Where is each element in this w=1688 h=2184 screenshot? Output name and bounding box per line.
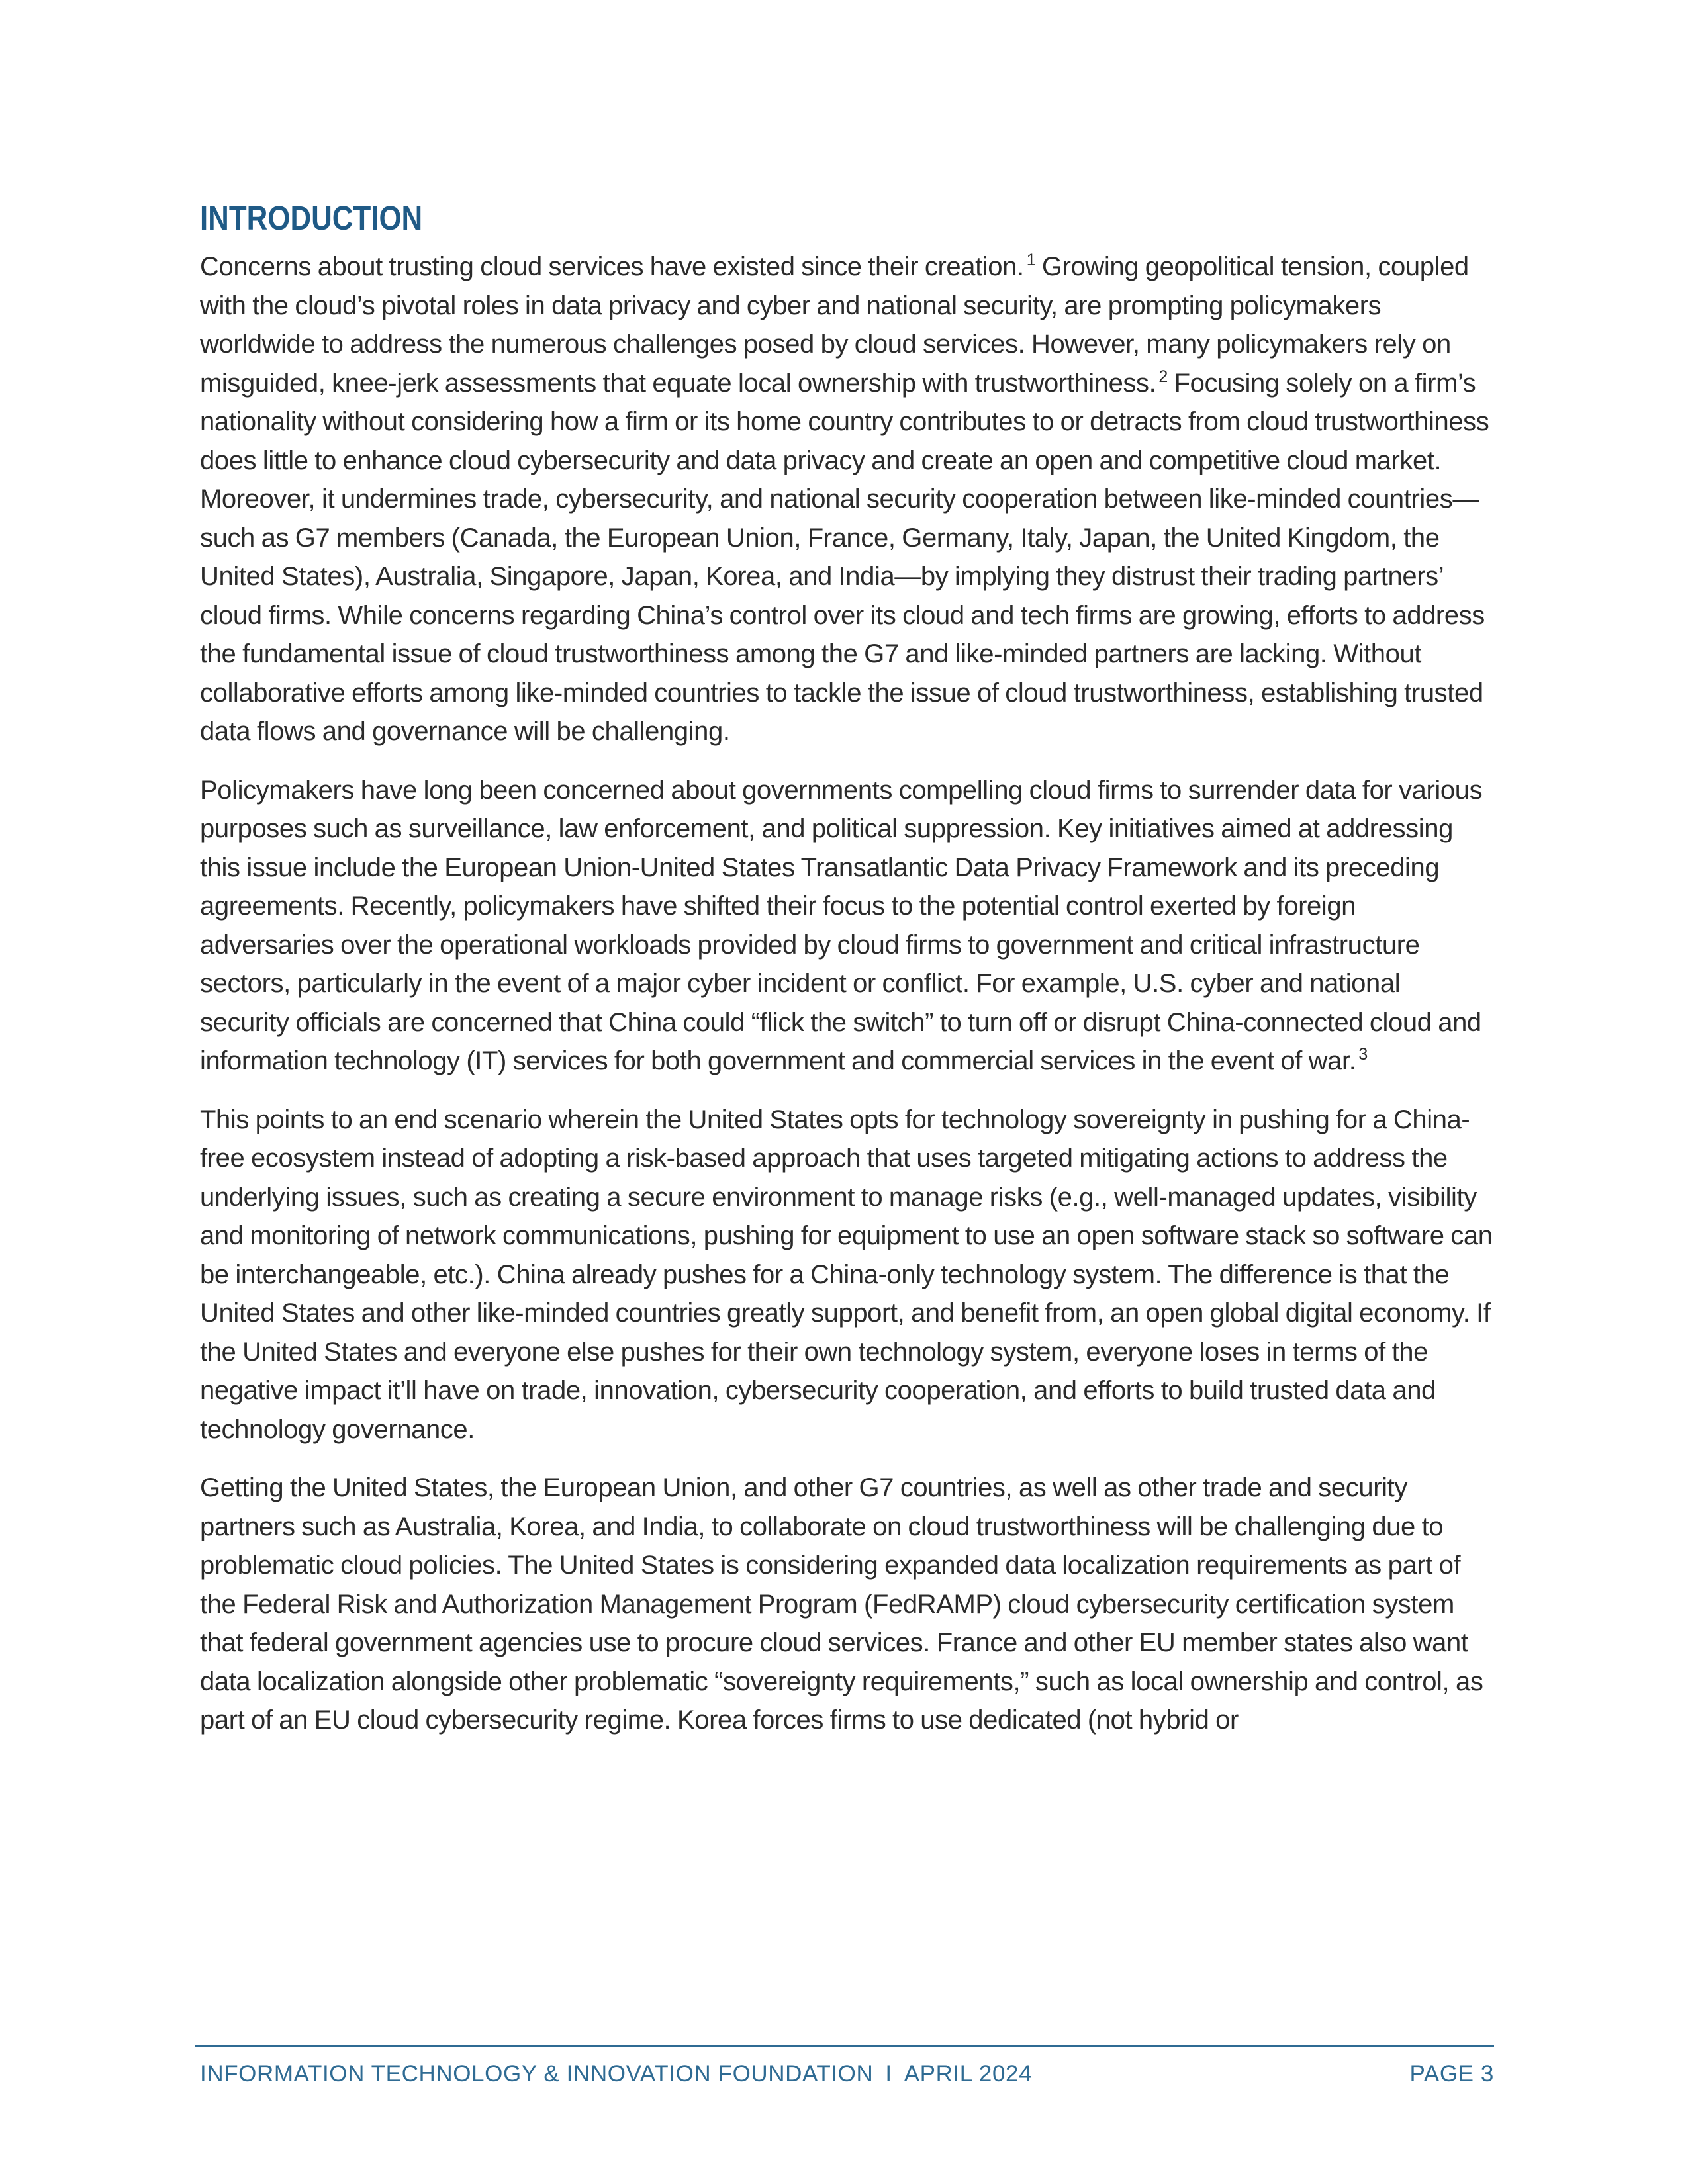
paragraph-text: Policymakers have long been concerned about governments compelling cloud firms to surrender data for various purposes such as surveillance, law enforcement, and political suppression. Key initiatives aimed at addressing this issue include the European Union-United States Transatlantic Data Privacy Framework and its preceding agreements. Recently, policymakers have shifted their focus to the potential control exerted by foreign adversaries over the operational workloads provided by cloud firms to government and critical infrastructure sectors, particularly in the event of a major cyber incident or conflict. For example, U.S. cyber and national security officials are concerned that China could “flick the switch” to turn off or disrupt China-connected cloud and information technology (IT) services for both government and commercial services in the event of war. bbox=[200, 775, 1483, 1075]
paragraph-1 bbox=[200, 248, 1494, 751]
footnote-ref-3[interactable]: 3 bbox=[1358, 1045, 1368, 1064]
paragraph-3 bbox=[200, 1101, 1494, 1449]
footnote-ref-2[interactable]: 2 bbox=[1158, 367, 1168, 386]
footer-date: APRIL 2024 bbox=[904, 2061, 1033, 2087]
paragraph-text: Focusing solely on a firm’s nationality without considering how a firm or its home country contributes to or detracts from cloud trustworthiness does little to enhance cloud cybersecurity and data privacy and create an open and competitive cloud market. Moreover, it undermines trade, cybersecurity, and national security cooperation between like-minded countries—such as G7 members (Canada, the European Union, France, Germany, Italy, Japan, the United Kingdom, the United States), Australia, Singapore, Japan, Korea, and India—by implying they distrust their trading partners’ cloud firms. While concerns regarding China’s control over its cloud and tech firms are growing, efforts to address the fundamental issue of cloud trustworthiness among the G7 and like-minded partners are lacking. Without collaborative efforts among like-minded countries to tackle the issue of cloud trustworthiness, establishing trusted data flows and governance will be challenging. bbox=[200, 368, 1489, 746]
paragraph-text: Getting the United States, the European Union, and other G7 countries, as well as other trade and security partners such as Australia, Korea, and India, to collaborate on cloud trustworthiness will be challenging due to problematic cloud policies. The United States is considering expanded data localization requirements as part of the Federal Risk and Authorization Management Program (FedRAMP) cloud cybersecurity certification system that federal government agencies use to procure cloud services. France and other EU member states also want data localization alongside other problematic “sovereignty requirements,” such as local ownership and control, as part of an EU cloud cybersecurity regime. Korea forces firms to use dedicated (not hybrid or bbox=[200, 1473, 1483, 1735]
footnote-ref-1[interactable]: 1 bbox=[1026, 251, 1036, 269]
page-number: PAGE 3 bbox=[1409, 2061, 1494, 2087]
paragraph-text: This points to an end scenario wherein the United States opts for technology sovereignty in pushing for a China-free ecosystem instead of adopting a risk-based approach that uses targeted mitigating actions to address the underlying issues, such as creating a secure environment to manage risks (e.g., well-managed updates, visibility and monitoring of network communications, pushing for equipment to use an open software stack so software can be interchangeable, etc.). China already pushes for a China-only technology system. The difference is that the United States and other like-minded countries greatly support, and benefit from, an open global digital economy. If the United States and everyone else pushes for their own technology system, everyone loses in terms of the negative impact it’ll have on trade, innovation, cybersecurity cooperation, and efforts to build trusted data and technology governance. bbox=[200, 1105, 1493, 1444]
paragraph-4 bbox=[200, 1469, 1494, 1740]
section-heading: INTRODUCTION bbox=[200, 199, 423, 237]
footer-divider bbox=[195, 2045, 1494, 2047]
paragraph-text: Concerns about trusting cloud services have existed since their creation. bbox=[200, 252, 1024, 281]
footer-publisher bbox=[200, 2060, 1032, 2089]
paragraph-text: Growing geopolitical tension, coupled with the cloud’s pivotal roles in data privacy and cyber and national security, are prompting policymakers worldwide to address the numerous challenges posed by cloud services. However, many policymakers rely on misguided, knee-jerk assessments that equate local ownership with trustworthiness. bbox=[200, 252, 1469, 398]
footer-organization: INFORMATION TECHNOLOGY & INNOVATION FOUNDATION bbox=[200, 2061, 874, 2087]
paragraph-2 bbox=[200, 771, 1494, 1081]
footer-separator: I bbox=[885, 2061, 892, 2087]
page-body bbox=[200, 199, 1494, 1760]
